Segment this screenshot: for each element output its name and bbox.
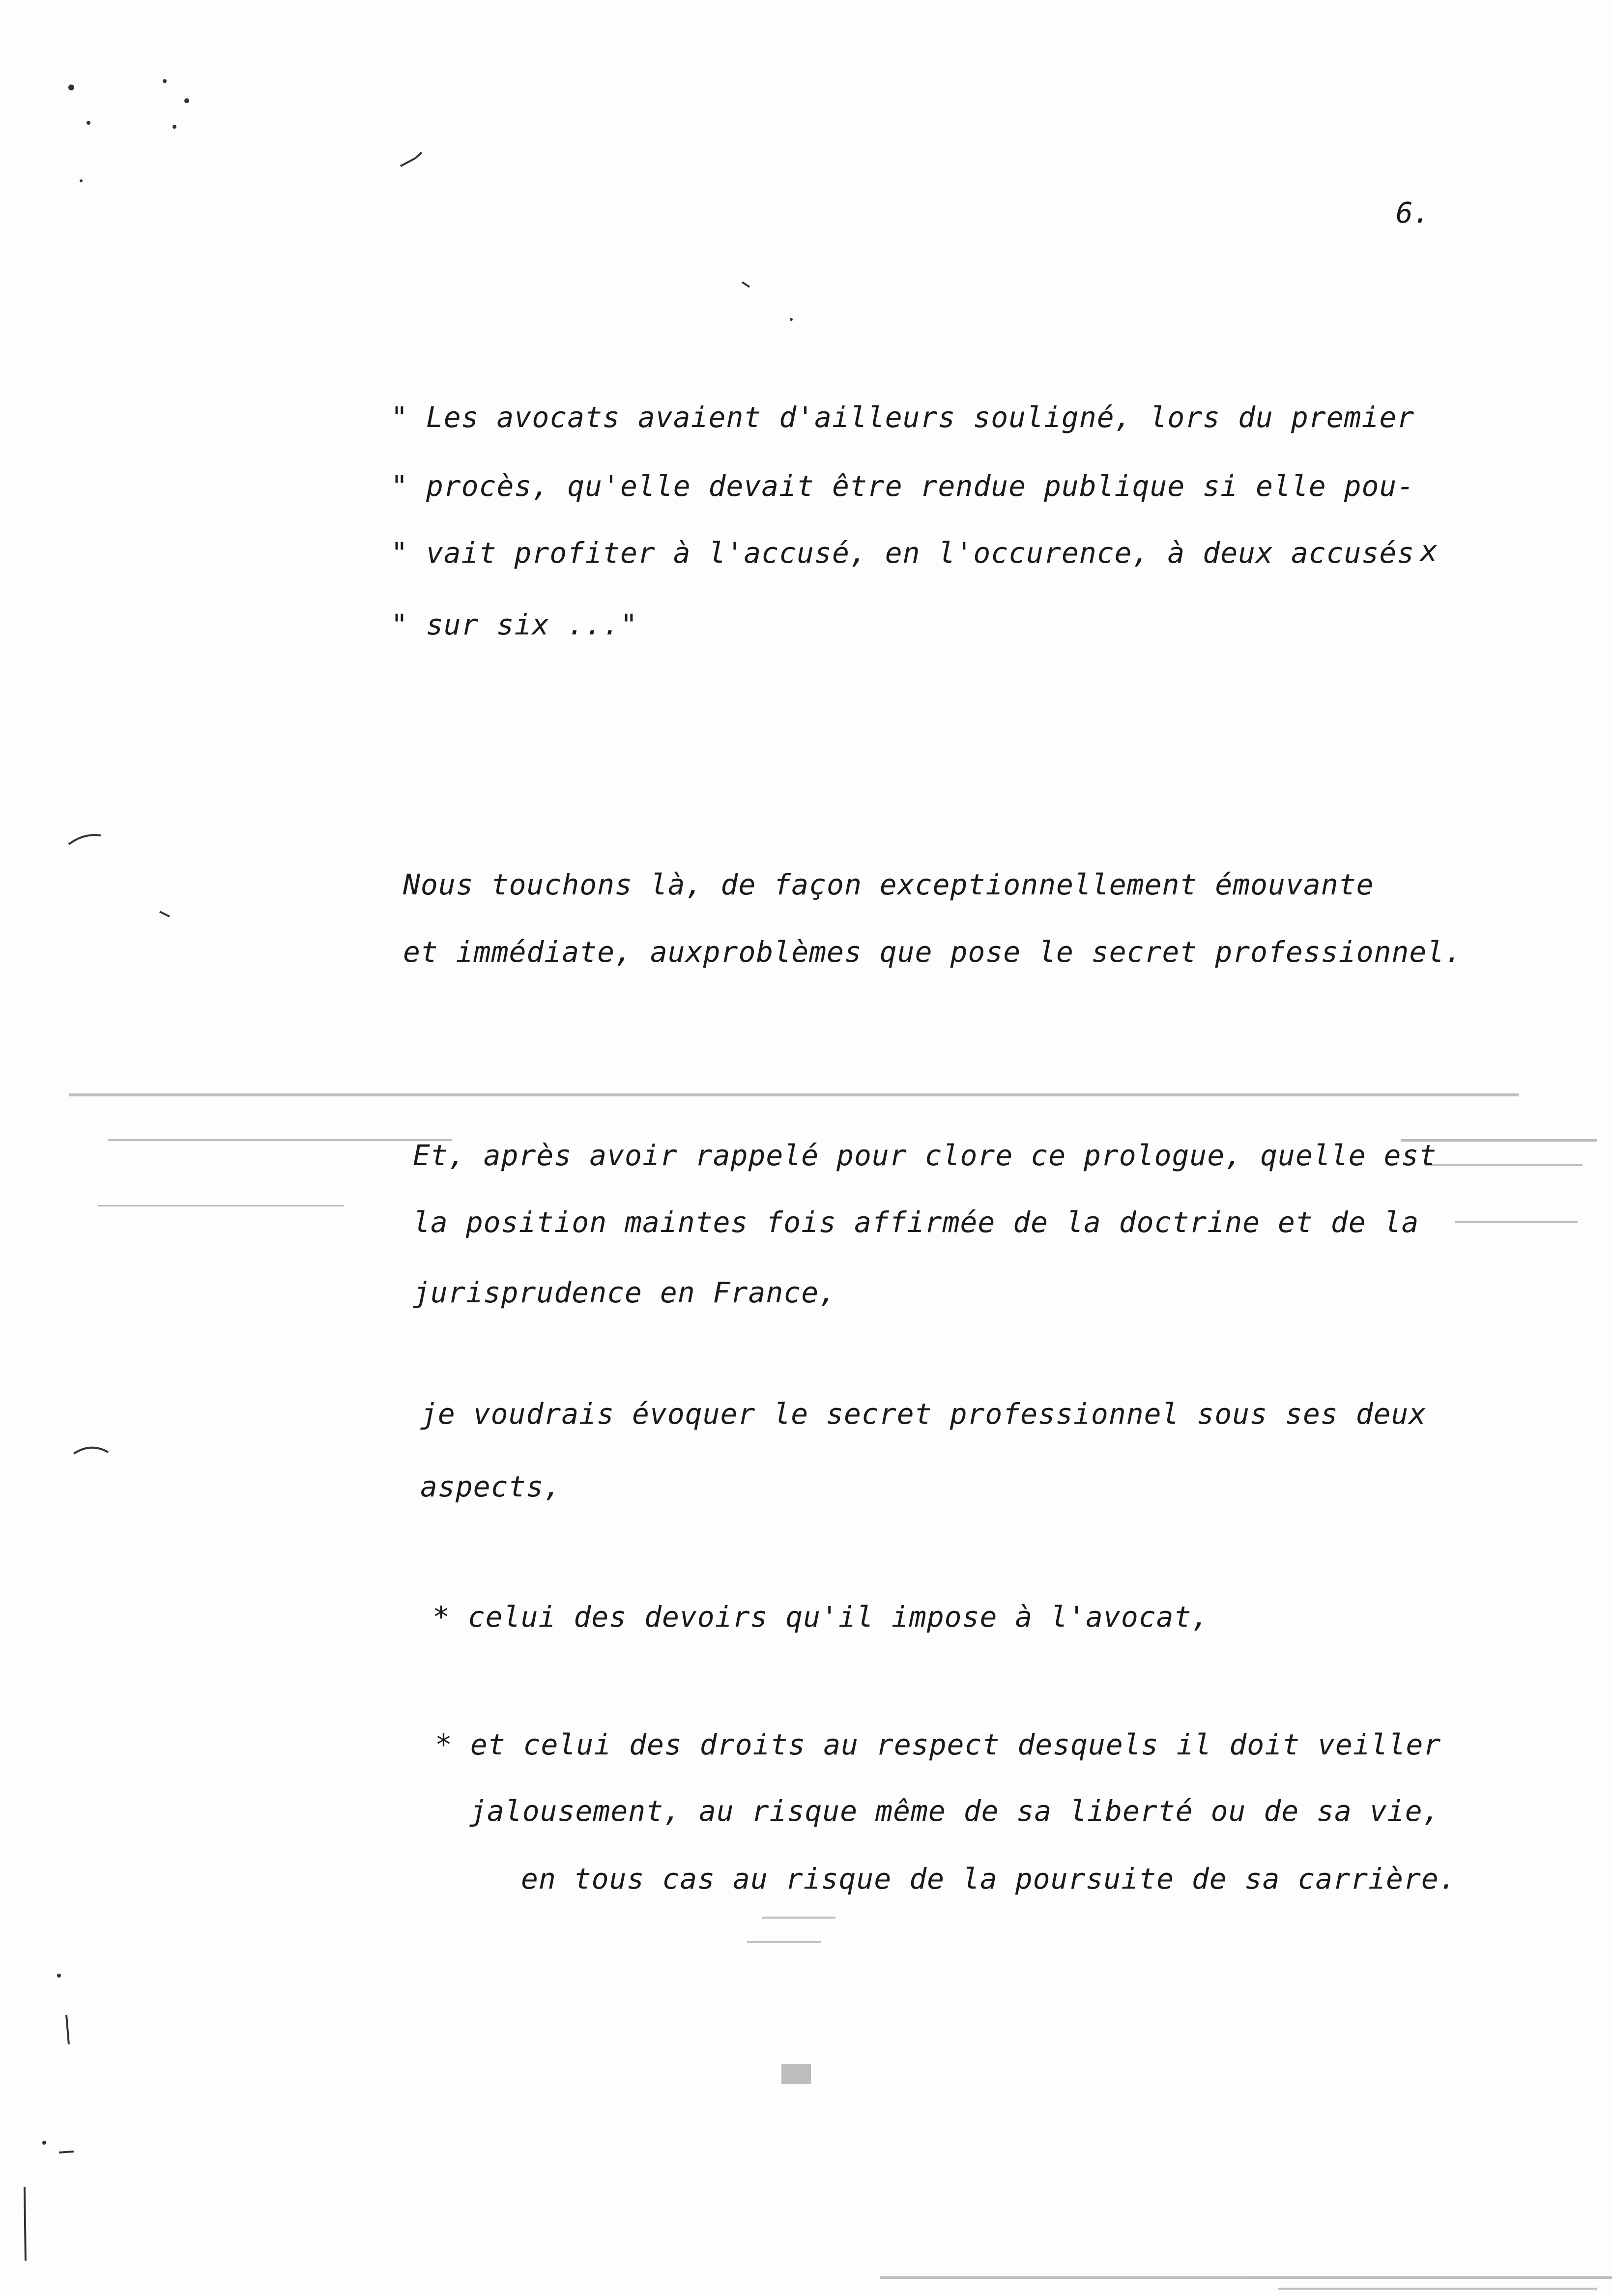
paragraph-3-line-1: je voudrais évoquer le secret professionnel sous ses deux xyxy=(420,1397,1427,1431)
bullet-item-2-line-1: * et celui des droits au respect desquels il doit veiller xyxy=(435,1728,1441,1761)
quote-line-2: " procès, qu'elle devait être rendue publique si elle pou- xyxy=(391,469,1415,503)
bullet-item-1: * celui des devoirs qu'il impose à l'avocat, xyxy=(432,1600,1209,1634)
quote-line-1: " Les avocats avaient d'ailleurs souligné, lors du premier xyxy=(391,401,1415,434)
margin-mark: x xyxy=(1420,534,1438,568)
bullet-item-2-line-3: en tous cas au risque de la poursuite de sa carrière. xyxy=(521,1862,1457,1895)
paragraph-2-line-1: Et, après avoir rappelé pour clore ce prologue, quelle est xyxy=(413,1139,1437,1172)
paragraph-3-line-2: aspects, xyxy=(420,1470,562,1503)
paragraph-2-line-3: jurisprudence en France, xyxy=(413,1276,837,1309)
bullet-item-2-line-2: jalousement, au risque même de sa liberté ou de sa vie, xyxy=(469,1794,1440,1828)
paragraph-1-line-2: et immédiate, auxproblèmes que pose le secret professionnel. xyxy=(403,935,1463,969)
quote-line-3: " vait profiter à l'accusé, en l'occurence, à deux accusés xyxy=(391,536,1415,570)
paragraph-1-line-1: Nous touchons là, de façon exceptionnellement émouvante xyxy=(403,868,1374,901)
page-number: 6. xyxy=(1396,196,1430,230)
quote-line-4: " sur six ..." xyxy=(391,608,638,641)
paragraph-2-line-2: la position maintes fois affirmée de la doctrine et de la xyxy=(413,1205,1419,1239)
